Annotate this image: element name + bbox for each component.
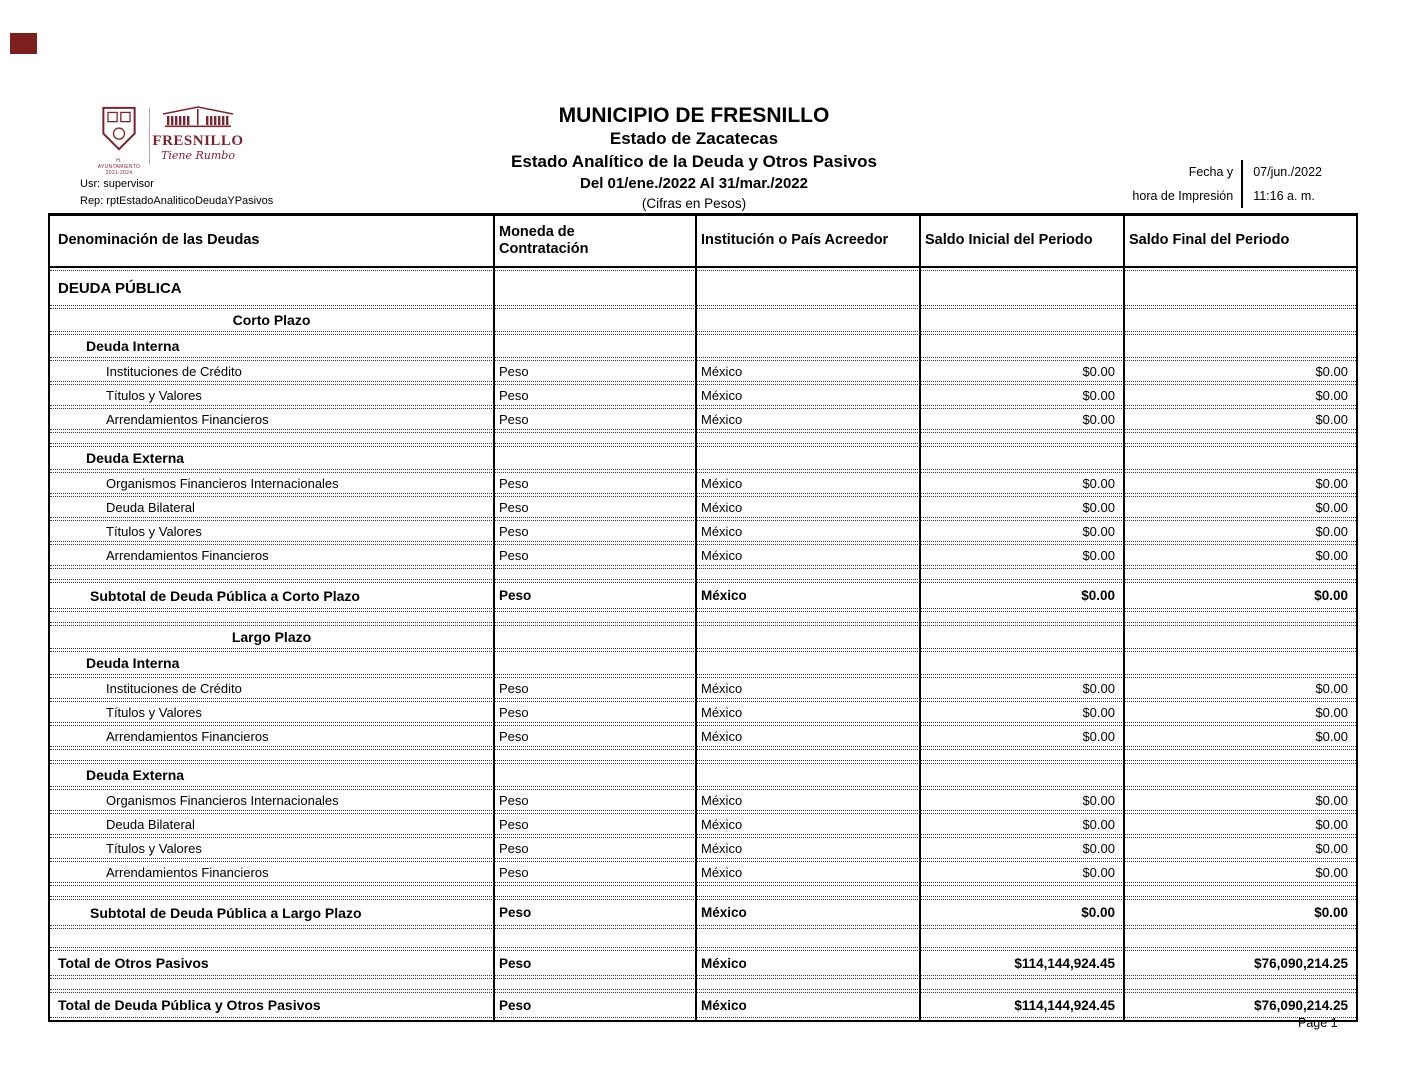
table-row (50, 625, 1356, 649)
logo-period-text: 2021-2024 (105, 170, 133, 176)
cell-institucion (695, 626, 919, 648)
cell-saldo-inicial (919, 309, 1123, 331)
cell-denominacion (50, 750, 493, 760)
table-row (50, 701, 1356, 723)
cell-denominacion: Títulos y Valores (106, 387, 202, 403)
cell-denominacion: Deuda Interna (86, 338, 180, 354)
cell-denominacion: Deuda Externa (86, 767, 185, 783)
cell-moneda (493, 335, 695, 357)
cell-moneda: Peso (499, 905, 532, 920)
cell-moneda (493, 750, 695, 760)
table-row (50, 651, 1356, 675)
cell-saldo-inicial: $0.00 (1082, 792, 1115, 808)
cell-denominacion (50, 979, 493, 989)
cell-institucion (695, 569, 919, 579)
print-info (1132, 160, 1322, 208)
table-row-blank (50, 928, 1356, 948)
table-row (50, 899, 1356, 926)
cell-saldo-final: $0.00 (1315, 547, 1348, 563)
report-id-line: Rep: rptEstadoAnaliticoDeudaYPasivos (80, 195, 274, 207)
table-row (50, 384, 1356, 406)
cell-moneda: Peso (499, 588, 532, 603)
cell-institucion: México (701, 588, 747, 603)
cell-institucion: México (701, 955, 747, 971)
cell-saldo-inicial: $114,144,924.45 (1014, 997, 1115, 1013)
cell-denominacion: Arrendamientos Financieros (106, 547, 269, 563)
table-row (50, 544, 1356, 566)
cell-moneda: Peso (499, 728, 529, 744)
cell-saldo-final (1123, 569, 1356, 579)
cell-saldo-inicial: $0.00 (1082, 363, 1115, 379)
table-row-blank (50, 568, 1356, 580)
logo-brand-block (152, 106, 244, 162)
cell-saldo-inicial: $0.00 (1082, 523, 1115, 539)
cell-denominacion: Títulos y Valores (106, 840, 202, 856)
cell-institucion (695, 612, 919, 622)
cell-saldo-inicial (919, 447, 1123, 469)
print-info-values (1243, 160, 1322, 208)
cell-moneda (493, 979, 695, 989)
cell-saldo-inicial: $0.00 (1081, 905, 1115, 920)
cell-saldo-final: $0.00 (1314, 905, 1348, 920)
print-time-value: 11:16 a. m. (1253, 189, 1315, 203)
cell-denominacion: Deuda Externa (86, 450, 185, 466)
logo-shield-block (96, 106, 142, 176)
cell-saldo-inicial (919, 764, 1123, 786)
cell-denominacion: Subtotal de Deuda Pública a Corto Plazo (90, 587, 360, 604)
cell-moneda: Peso (499, 816, 529, 832)
cell-saldo-final (1123, 626, 1356, 648)
cell-saldo-inicial (919, 569, 1123, 579)
column-header-institucion: Institución o País Acreedor (701, 232, 889, 249)
cell-moneda: Peso (499, 704, 529, 720)
cell-denominacion: Deuda Bilateral (106, 816, 195, 832)
cell-saldo-final (1123, 335, 1356, 357)
cell-denominacion (50, 886, 493, 896)
cell-saldo-final: $0.00 (1315, 475, 1348, 491)
cell-institucion: México (701, 728, 743, 744)
cell-moneda (493, 271, 695, 305)
table-row (50, 334, 1356, 358)
cell-institucion: México (701, 997, 747, 1013)
shield-icon (100, 106, 138, 157)
cell-saldo-final (1123, 309, 1356, 331)
cell-saldo-final: $0.00 (1315, 704, 1348, 720)
cell-denominacion: Total de Otros Pasivos (58, 955, 209, 971)
cell-moneda: Peso (499, 840, 529, 856)
cell-moneda (493, 764, 695, 786)
cell-denominacion: Arrendamientos Financieros (106, 864, 269, 880)
cell-saldo-final (1123, 271, 1356, 305)
logo-brand-name: FRESNILLO (152, 133, 244, 149)
cell-saldo-final: $0.00 (1315, 499, 1348, 515)
table-row (50, 992, 1356, 1018)
report-title: Estado Analítico de la Deuda y Otros Pasivos (511, 152, 877, 171)
cell-denominacion: Arrendamientos Financieros (106, 728, 269, 744)
table-row (50, 837, 1356, 859)
user-line: Usr: supervisor (80, 178, 154, 190)
cell-institucion: México (701, 499, 743, 515)
cell-institucion: México (701, 905, 747, 920)
cell-moneda: Peso (499, 363, 529, 379)
cell-saldo-final: $0.00 (1315, 792, 1348, 808)
logo-brand-tagline: Tiene Rumbo (161, 149, 235, 162)
cell-denominacion: Títulos y Valores (106, 704, 202, 720)
building-icon (160, 106, 236, 133)
cell-saldo-final: $0.00 (1315, 864, 1348, 880)
cell-saldo-inicial: $0.00 (1082, 547, 1115, 563)
table-row-blank (50, 978, 1356, 990)
cell-institucion (695, 929, 919, 947)
cell-institucion (695, 979, 919, 989)
cell-institucion (695, 652, 919, 674)
cell-denominacion: Subtotal de Deuda Pública a Largo Plazo (90, 904, 362, 921)
cell-moneda (493, 309, 695, 331)
column-header-denominacion: Denominación de las Deudas (58, 232, 260, 249)
cell-saldo-final (1123, 652, 1356, 674)
cell-saldo-final (1123, 612, 1356, 622)
cell-denominacion: Total de Deuda Pública y Otros Pasivos (58, 997, 321, 1013)
cell-saldo-final: $0.00 (1315, 816, 1348, 832)
cell-saldo-inicial: $0.00 (1082, 680, 1115, 696)
cell-moneda: Peso (499, 547, 529, 563)
print-date-value: 07/jun./2022 (1253, 165, 1322, 179)
cell-institucion: México (701, 816, 743, 832)
cell-saldo-final (1123, 929, 1356, 947)
cell-saldo-final (1123, 750, 1356, 760)
cell-denominacion (50, 433, 493, 443)
cell-saldo-inicial (919, 433, 1123, 443)
cell-moneda: Peso (499, 955, 532, 971)
cell-denominacion: Deuda Bilateral (106, 499, 195, 515)
table-row (50, 360, 1356, 382)
cell-saldo-inicial (919, 929, 1123, 947)
cell-saldo-final: $76,090,214.25 (1254, 955, 1348, 971)
cell-saldo-final: $76,090,214.25 (1254, 997, 1348, 1013)
cell-saldo-final: $0.00 (1315, 680, 1348, 696)
cell-saldo-final: $0.00 (1315, 363, 1348, 379)
table-row (50, 446, 1356, 470)
cell-moneda (493, 447, 695, 469)
cell-institucion (695, 335, 919, 357)
cell-denominacion (50, 929, 493, 947)
cell-moneda (493, 612, 695, 622)
cell-institucion: México (701, 680, 743, 696)
table-row (50, 725, 1356, 747)
cell-saldo-inicial (919, 271, 1123, 305)
cell-moneda: Peso (499, 475, 529, 491)
cell-saldo-final (1123, 433, 1356, 443)
cell-moneda: Peso (499, 792, 529, 808)
title-block (354, 104, 1034, 213)
cell-denominacion: Corto Plazo (232, 312, 311, 328)
table-row (50, 308, 1356, 332)
table-row-blank (50, 749, 1356, 761)
cell-institucion (695, 764, 919, 786)
cell-institucion: México (701, 523, 743, 539)
debt-report-table (48, 213, 1358, 1022)
table-row (50, 582, 1356, 609)
cell-denominacion (50, 569, 493, 579)
cell-denominacion (50, 612, 493, 622)
cell-moneda (493, 652, 695, 674)
cell-saldo-inicial: $0.00 (1081, 588, 1115, 603)
cell-institucion: México (701, 411, 743, 427)
table-row (50, 472, 1356, 494)
cell-moneda (493, 433, 695, 443)
table-row (50, 270, 1356, 306)
logo-ayuntamiento-text: H. AYUNTAMIENTO (97, 158, 141, 170)
table-row (50, 520, 1356, 542)
cell-saldo-inicial (919, 626, 1123, 648)
cell-institucion (695, 447, 919, 469)
cell-saldo-inicial (919, 612, 1123, 622)
cell-moneda (493, 626, 695, 648)
print-date-label: Fecha y (1188, 165, 1234, 179)
cell-institucion (695, 886, 919, 896)
cell-moneda: Peso (499, 864, 529, 880)
table-row-blank (50, 432, 1356, 444)
cell-institucion (695, 433, 919, 443)
cell-saldo-inicial: $0.00 (1082, 704, 1115, 720)
print-time-label: hora de Impresión (1132, 189, 1234, 203)
cell-saldo-inicial: $0.00 (1082, 816, 1115, 832)
table-row (50, 861, 1356, 883)
municipality-title: MUNICIPIO DE FRESNILLO (558, 104, 830, 127)
cell-saldo-inicial: $114,144,924.45 (1014, 955, 1115, 971)
cell-institucion: México (701, 475, 743, 491)
table-row (50, 950, 1356, 976)
table-row (50, 408, 1356, 430)
cell-saldo-inicial: $0.00 (1082, 728, 1115, 744)
cell-saldo-final: $0.00 (1314, 588, 1348, 603)
report-period: Del 01/ene./2022 Al 31/mar./2022 (580, 175, 808, 192)
report-units: (Cifras en Pesos) (641, 196, 747, 211)
column-header-saldo-final: Saldo Final del Periodo (1129, 232, 1290, 249)
cell-denominacion: Organismos Financieros Internacionales (106, 792, 339, 808)
table-row (50, 789, 1356, 811)
cell-denominacion: Instituciones de Crédito (106, 363, 242, 379)
column-header-moneda: Moneda de Contratación (499, 223, 589, 257)
state-title: Estado de Zacatecas (609, 129, 779, 148)
column-header-saldo-inicial: Saldo Inicial del Periodo (925, 232, 1093, 249)
cell-institucion: México (701, 547, 743, 563)
cell-institucion: México (701, 864, 743, 880)
cell-denominacion: Títulos y Valores (106, 523, 202, 539)
cell-saldo-final (1123, 886, 1356, 896)
cell-saldo-inicial: $0.00 (1082, 864, 1115, 880)
cell-denominacion: Largo Plazo (231, 629, 312, 645)
cell-saldo-inicial (919, 335, 1123, 357)
cell-denominacion: Deuda Interna (86, 655, 180, 671)
logo-ayuntamiento-caption (96, 158, 142, 176)
cell-moneda: Peso (499, 680, 529, 696)
table-row (50, 496, 1356, 518)
cell-institucion: México (701, 363, 743, 379)
cell-moneda: Peso (499, 499, 529, 515)
cell-denominacion: Arrendamientos Financieros (106, 411, 269, 427)
cell-institucion (695, 309, 919, 331)
cell-saldo-inicial: $0.00 (1082, 387, 1115, 403)
cell-saldo-final: $0.00 (1315, 411, 1348, 427)
page-number: Page 1 (1298, 1016, 1338, 1030)
cell-moneda: Peso (499, 387, 529, 403)
cell-institucion: México (701, 387, 743, 403)
cell-saldo-final: $0.00 (1315, 523, 1348, 539)
cell-saldo-final (1123, 764, 1356, 786)
cell-saldo-inicial (919, 652, 1123, 674)
cell-moneda (493, 886, 695, 896)
print-info-labels (1132, 160, 1233, 208)
cell-saldo-final: $0.00 (1315, 387, 1348, 403)
cell-institucion (695, 750, 919, 760)
cell-saldo-inicial (919, 886, 1123, 896)
cell-saldo-inicial: $0.00 (1082, 411, 1115, 427)
cell-moneda: Peso (499, 997, 532, 1013)
cell-saldo-final: $0.00 (1315, 728, 1348, 744)
cell-moneda: Peso (499, 523, 529, 539)
municipality-logo (96, 106, 244, 176)
cell-saldo-final (1123, 447, 1356, 469)
table-row-blank (50, 885, 1356, 897)
cell-institucion: México (701, 840, 743, 856)
cell-saldo-inicial (919, 979, 1123, 989)
cell-moneda (493, 569, 695, 579)
cell-institucion: México (701, 704, 743, 720)
cell-saldo-inicial: $0.00 (1082, 475, 1115, 491)
cell-moneda: Peso (499, 411, 529, 427)
table-row (50, 763, 1356, 787)
cell-saldo-inicial: $0.00 (1082, 499, 1115, 515)
table-row (50, 813, 1356, 835)
table-header-row (50, 216, 1356, 268)
cell-saldo-inicial: $0.00 (1082, 840, 1115, 856)
cell-moneda (493, 929, 695, 947)
table-body (50, 268, 1356, 1020)
cell-saldo-final (1123, 979, 1356, 989)
table-row (50, 677, 1356, 699)
cell-institucion: México (701, 792, 743, 808)
table-row-blank (50, 611, 1356, 623)
corner-red-mark (10, 33, 37, 54)
cell-denominacion: Organismos Financieros Internacionales (106, 475, 339, 491)
cell-denominacion: Instituciones de Crédito (106, 680, 242, 696)
cell-saldo-inicial (919, 750, 1123, 760)
cell-denominacion: DEUDA PÚBLICA (58, 279, 182, 297)
logo-divider (149, 108, 150, 164)
cell-saldo-final: $0.00 (1315, 840, 1348, 856)
cell-institucion (695, 271, 919, 305)
